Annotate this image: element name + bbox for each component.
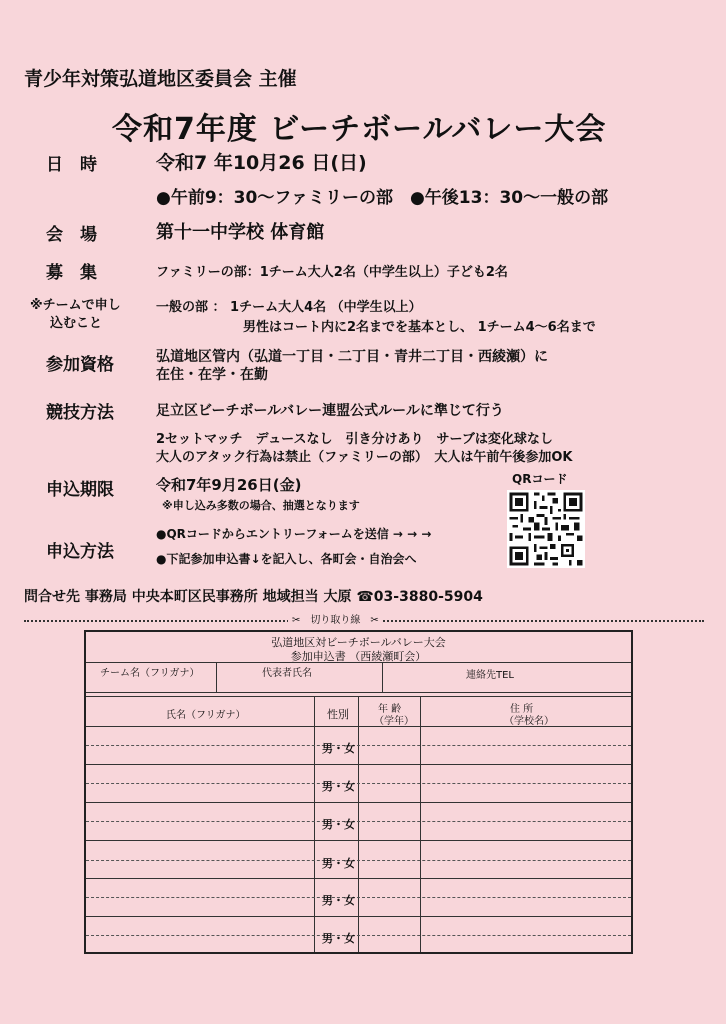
recruit-note-line2: 込むこと xyxy=(50,316,103,331)
recruit-family: ファミリーの部：1チーム大人2名（中学生以上）子ども2名 xyxy=(156,265,508,280)
eligibility-line1: 弘道地区管内（弘道一丁目・二丁目・青井二丁目・西綾瀬）に xyxy=(156,349,548,365)
eligibility-label: 参加資格 xyxy=(46,355,114,375)
rules-line1: 足立区ビーチボールバレー連盟公式ルールに準じて行う xyxy=(156,403,504,419)
address-col-sub: （学校名） xyxy=(504,716,554,727)
sex-col-header: 性別 xyxy=(327,708,349,721)
rules-line2: 2セットマッチ デュースなし 引き分けあり サーブは変化球なし xyxy=(156,432,553,447)
method-label: 申込方法 xyxy=(46,542,114,562)
form-subtitle: 参加申込書 （西綾瀬町会） xyxy=(290,650,427,663)
team-name-label: チーム名（フリガナ） xyxy=(100,668,200,679)
deadline-label: 申込期限 xyxy=(46,480,114,500)
rules-label: 競技方法 xyxy=(46,403,114,423)
sex-option[interactable]: 男・女 xyxy=(322,780,355,793)
eligibility-line2: 在住・在学・在勤 xyxy=(156,367,268,383)
schedule-sessions: ●午前9：30～ファミリーの部 ●午後13：30～一般の部 xyxy=(156,188,609,208)
schedule-label: 日 時 xyxy=(46,155,97,175)
form-title: 弘道地区対ビーチボールバレー大会 xyxy=(271,636,446,649)
method-line1: ●QRコードからエントリーフォームを送信 → → → xyxy=(156,527,432,541)
qr-code-icon[interactable] xyxy=(507,490,585,568)
rep-name-label: 代表者氏名 xyxy=(262,668,312,679)
schedule-date: 令和7 年10月26 日(日) xyxy=(156,152,367,174)
address-col-header: 住 所 xyxy=(510,704,534,715)
venue-label: 会 場 xyxy=(46,225,97,245)
phone-label: 連絡先TEL xyxy=(466,670,514,681)
recruit-general-line2: 男性はコート内に2名までを基本とし、 1チーム4～6名まで xyxy=(243,320,596,335)
rules-line3: 大人のアタック行為は禁止（ファミリーの部） 大人は午前午後参加OK xyxy=(156,450,573,465)
venue-value: 第十一中学校 体育館 xyxy=(156,222,325,243)
recruit-general-line1: 一般の部 ： 1チーム大人4名 （中学生以上） xyxy=(156,300,422,315)
sex-option[interactable]: 男・女 xyxy=(322,857,355,870)
age-col-header: 年 齢 xyxy=(378,704,402,715)
cut-label: ✂ 切り取り線 ✂ xyxy=(288,611,383,626)
method-line2: ●下記参加申込書↓を記入し、各町会・自治会へ xyxy=(156,552,417,566)
organizer-text: 青少年対策弘道地区委員会 主催 xyxy=(24,68,297,90)
recruit-note-line1: ※チームで申し xyxy=(30,298,121,313)
page-title: 令和7年度 ビーチボールバレー大会 xyxy=(112,112,607,147)
age-col-sub: （学年） xyxy=(374,716,414,727)
sex-option[interactable]: 男・女 xyxy=(322,818,355,831)
deadline-note: ※申し込み多数の場合、抽選となります xyxy=(162,499,360,512)
contact-info: 問合せ先 事務局 中央本町区民事務所 地域担当 大原 ☎03-3880-5904 xyxy=(24,589,483,605)
name-col-header: 氏名（フリガナ） xyxy=(166,710,246,721)
application-form xyxy=(84,630,633,954)
deadline-value: 令和7年9月26日(金) xyxy=(156,476,302,494)
sex-option[interactable]: 男・女 xyxy=(322,894,355,907)
sex-option[interactable]: 男・女 xyxy=(322,932,355,945)
sex-option[interactable]: 男・女 xyxy=(322,742,355,755)
recruit-label: 募 集 xyxy=(46,263,97,283)
qr-label: QRコード xyxy=(512,472,568,486)
